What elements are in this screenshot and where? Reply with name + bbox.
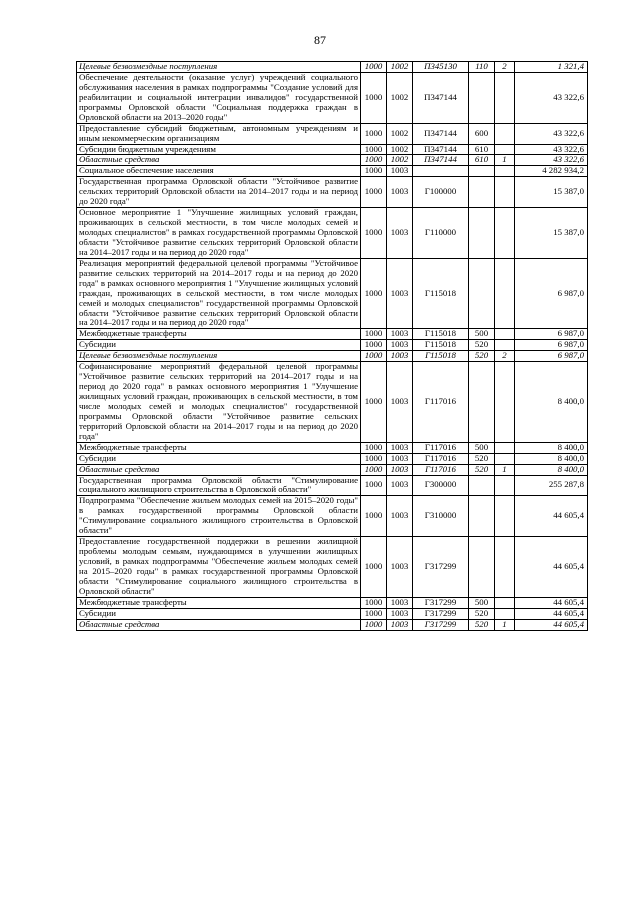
target-article-cell: Г117016 [413,464,469,475]
subsection-code-cell: 1002 [387,72,413,123]
amount-cell: 44 605,4 [515,619,588,630]
table-row [77,496,588,537]
expense-type-cell: 600 [469,123,495,144]
target-article-cell: Г310000 [413,496,469,537]
table-row [77,351,588,362]
section-code-cell: 1000 [361,537,387,598]
row-name-cell: Реализация мероприятий федеральной целевой программы "Устойчивое развитие сельских территорий на 2014–2017 годы и на период до 2020 года" в рамках основного мероприятия 1 "Улучшение жилищных условий граждан, проживающих в сельской местности, в том числе молодых семей и молодых специалистов" государственной программы Орловской области "Устойчивое развитие сельских территорий Орловской области на 2014–2017 годы и на период до 2020 года" [77,258,361,329]
expense-type-cell: 520 [469,340,495,351]
subsection-code-cell: 1003 [387,351,413,362]
section-code-cell: 1000 [361,597,387,608]
table-row [77,72,588,123]
target-article-cell [413,166,469,177]
amount-cell: 6 987,0 [515,340,588,351]
row-name-cell: Областные средства [77,619,361,630]
amount-cell: 15 387,0 [515,208,588,259]
target-article-cell: П345130 [413,62,469,73]
funding-source-cell [495,537,515,598]
amount-cell: 15 387,0 [515,177,588,208]
subsection-code-cell: 1002 [387,144,413,155]
target-article-cell: Г317299 [413,597,469,608]
section-code-cell: 1000 [361,208,387,259]
row-name-cell: Субсидии [77,453,361,464]
amount-cell: 8 400,0 [515,453,588,464]
subsection-code-cell: 1003 [387,362,413,443]
subsection-code-cell: 1003 [387,166,413,177]
expense-type-cell: 520 [469,464,495,475]
expense-type-cell [469,362,495,443]
target-article-cell: П347144 [413,144,469,155]
funding-source-cell [495,608,515,619]
subsection-code-cell: 1003 [387,340,413,351]
row-name-cell: Обеспечение деятельности (оказание услуг) учреждений социального обслуживания населения в рамках подпрограммы "Создание условий для реабилитации и социальной интеграции инвалидов" государственной программы Орловской области "Социальная поддержка граждан в Орловской области на 2013–2020 годы" [77,72,361,123]
table-row [77,362,588,443]
row-name-cell: Областные средства [77,155,361,166]
budget-table [76,61,588,631]
funding-source-cell [495,362,515,443]
funding-source-cell [495,329,515,340]
expense-type-cell [469,72,495,123]
row-name-cell: Межбюджетные трансферты [77,329,361,340]
table-row [77,144,588,155]
funding-source-cell: 1 [495,464,515,475]
target-article-cell: Г115018 [413,329,469,340]
target-article-cell: П347144 [413,123,469,144]
target-article-cell: Г110000 [413,208,469,259]
target-article-cell: П347144 [413,72,469,123]
funding-source-cell [495,72,515,123]
subsection-code-cell: 1002 [387,62,413,73]
table-row [77,208,588,259]
amount-cell: 1 321,4 [515,62,588,73]
section-code-cell: 1000 [361,496,387,537]
subsection-code-cell: 1003 [387,464,413,475]
row-name-cell: Субсидии [77,340,361,351]
subsection-code-cell: 1002 [387,123,413,144]
subsection-code-cell: 1003 [387,619,413,630]
target-article-cell: Г115018 [413,258,469,329]
section-code-cell: 1000 [361,166,387,177]
table-row [77,442,588,453]
expense-type-cell: 520 [469,608,495,619]
subsection-code-cell: 1003 [387,597,413,608]
target-article-cell: Г115018 [413,340,469,351]
section-code-cell: 1000 [361,619,387,630]
funding-source-cell [495,177,515,208]
expense-type-cell [469,537,495,598]
subsection-code-cell: 1003 [387,442,413,453]
amount-cell: 43 322,6 [515,144,588,155]
expense-type-cell [469,208,495,259]
target-article-cell: Г117016 [413,362,469,443]
table-row [77,166,588,177]
budget-table-body [77,62,588,631]
section-code-cell: 1000 [361,453,387,464]
subsection-code-cell: 1003 [387,537,413,598]
table-row [77,597,588,608]
section-code-cell: 1000 [361,123,387,144]
expense-type-cell [469,496,495,537]
amount-cell: 44 605,4 [515,597,588,608]
target-article-cell: Г117016 [413,453,469,464]
page-number: 87 [314,33,326,47]
subsection-code-cell: 1003 [387,453,413,464]
row-name-cell: Межбюджетные трансферты [77,442,361,453]
section-code-cell: 1000 [361,464,387,475]
amount-cell: 4 282 934,2 [515,166,588,177]
row-name-cell: Государственная программа Орловской области "Стимулирование социального жилищного строительства в Орловской области" [77,475,361,496]
target-article-cell: П347144 [413,155,469,166]
section-code-cell: 1000 [361,608,387,619]
row-name-cell: Субсидии [77,608,361,619]
funding-source-cell [495,208,515,259]
funding-source-cell: 2 [495,351,515,362]
expense-type-cell: 520 [469,453,495,464]
target-article-cell: Г317299 [413,608,469,619]
section-code-cell: 1000 [361,340,387,351]
amount-cell: 43 322,6 [515,72,588,123]
table-row [77,62,588,73]
target-article-cell: Г115018 [413,351,469,362]
subsection-code-cell: 1003 [387,329,413,340]
funding-source-cell: 1 [495,619,515,630]
funding-source-cell: 1 [495,155,515,166]
amount-cell: 43 322,6 [515,123,588,144]
expense-type-cell: 610 [469,144,495,155]
funding-source-cell [495,166,515,177]
funding-source-cell: 2 [495,62,515,73]
funding-source-cell [495,475,515,496]
section-code-cell: 1000 [361,177,387,208]
row-name-cell: Основное мероприятие 1 "Улучшение жилищных условий граждан, проживающих в сельской местности, в том числе молодых семей и молодых специалистов" в рамках государственной программы Орловской области "Устойчивое развитие сельских территорий Орловской области на 2014–2017 годы и на период до 2020 года" [77,208,361,259]
funding-source-cell [495,597,515,608]
subsection-code-cell: 1003 [387,208,413,259]
target-article-cell: Г117016 [413,442,469,453]
amount-cell: 44 605,4 [515,608,588,619]
expense-type-cell: 500 [469,597,495,608]
funding-source-cell [495,453,515,464]
funding-source-cell [495,442,515,453]
table-row [77,155,588,166]
amount-cell: 6 987,0 [515,351,588,362]
table-row [77,608,588,619]
funding-source-cell [495,340,515,351]
section-code-cell: 1000 [361,475,387,496]
subsection-code-cell: 1003 [387,177,413,208]
amount-cell: 44 605,4 [515,496,588,537]
funding-source-cell [495,144,515,155]
table-row [77,123,588,144]
section-code-cell: 1000 [361,329,387,340]
section-code-cell: 1000 [361,62,387,73]
section-code-cell: 1000 [361,144,387,155]
section-code-cell: 1000 [361,362,387,443]
section-code-cell: 1000 [361,351,387,362]
row-name-cell: Целевые безвозмездные поступления [77,351,361,362]
table-row [77,464,588,475]
amount-cell: 43 322,6 [515,155,588,166]
amount-cell: 6 987,0 [515,329,588,340]
section-code-cell: 1000 [361,72,387,123]
amount-cell: 255 287,8 [515,475,588,496]
table-row [77,329,588,340]
row-name-cell: Подпрограмма "Обеспечение жильем молодых семей на 2015–2020 годы" в рамках государственной программы Орловской области "Стимулирование социального жилищного строительства в Орловской области" [77,496,361,537]
amount-cell: 44 605,4 [515,537,588,598]
expense-type-cell: 520 [469,351,495,362]
row-name-cell: Областные средства [77,464,361,475]
expense-type-cell: 110 [469,62,495,73]
amount-cell: 8 400,0 [515,362,588,443]
expense-type-cell [469,166,495,177]
expense-type-cell [469,177,495,208]
table-row [77,177,588,208]
target-article-cell: Г317299 [413,619,469,630]
amount-cell: 8 400,0 [515,464,588,475]
funding-source-cell [495,496,515,537]
funding-source-cell [495,258,515,329]
section-code-cell: 1000 [361,442,387,453]
expense-type-cell: 500 [469,442,495,453]
expense-type-cell [469,258,495,329]
row-name-cell: Предоставление субсидий бюджетным, автономным учреждениям и иным некоммерческим организациям [77,123,361,144]
table-row [77,475,588,496]
amount-cell: 6 987,0 [515,258,588,329]
row-name-cell: Субсидии бюджетным учреждениям [77,144,361,155]
section-code-cell: 1000 [361,258,387,329]
subsection-code-cell: 1003 [387,475,413,496]
amount-cell: 8 400,0 [515,442,588,453]
subsection-code-cell: 1003 [387,258,413,329]
row-name-cell: Государственная программа Орловской области "Устойчивое развитие сельских территорий Орловской области на 2014–2017 годы и на период до 2020 года" [77,177,361,208]
funding-source-cell [495,123,515,144]
row-name-cell: Социальное обеспечение населения [77,166,361,177]
row-name-cell: Целевые безвозмездные поступления [77,62,361,73]
table-row [77,619,588,630]
expense-type-cell: 500 [469,329,495,340]
target-article-cell: Г100000 [413,177,469,208]
table-row [77,258,588,329]
expense-type-cell [469,475,495,496]
expense-type-cell: 520 [469,619,495,630]
section-code-cell: 1000 [361,155,387,166]
target-article-cell: Г300000 [413,475,469,496]
table-row [77,537,588,598]
expense-type-cell: 610 [469,155,495,166]
table-row [77,453,588,464]
subsection-code-cell: 1003 [387,608,413,619]
target-article-cell: Г317299 [413,537,469,598]
subsection-code-cell: 1002 [387,155,413,166]
row-name-cell: Софинансирование мероприятий федеральной целевой программы "Устойчивое развитие сельских территорий на 2014–2017 годы и на период до 2020 года" в рамках основного мероприятия 1 "Улучшение жилищных условий граждан, проживающих в сельской местности, в том числе молодых семей и молодых специалистов" государственной программы Орловской области "Устойчивое развитие сельских территорий Орловской области на 2014–2017 годы и на период до 2020 года" [77,362,361,443]
row-name-cell: Межбюджетные трансферты [77,597,361,608]
subsection-code-cell: 1003 [387,496,413,537]
table-row [77,340,588,351]
row-name-cell: Предоставление государственной поддержки в решении жилищной проблемы молодым семьям, нуждающимся в улучшении жилищных условий, в рамках подпрограммы "Обеспечение жильем молодых семей на 2015–2020 годы" в рамках государственной программы Орловской области "Стимулирование социального жилищного строительства в Орловской области" [77,537,361,598]
